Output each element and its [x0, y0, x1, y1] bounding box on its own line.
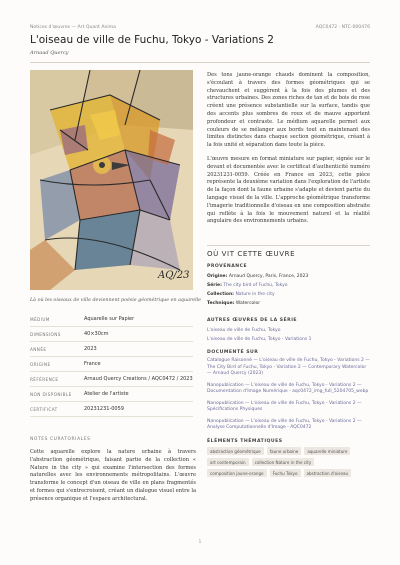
- spec-label: RÉFÉRENCE: [30, 376, 59, 382]
- top-bar: [30, 25, 370, 33]
- spec-value: 2023: [84, 345, 97, 352]
- spec-row: [30, 342, 193, 357]
- spec-label: ORIGINE: [30, 361, 51, 367]
- page-title: L'oiseau de ville de Fuchu, Tokyo - Variations 2: [30, 34, 274, 46]
- artwork-caption: Là où les oiseaux de ville deviennent poésie géométrique en aquarelle: [30, 298, 201, 303]
- provenance-serie: [207, 281, 370, 290]
- tag-list: [207, 447, 370, 477]
- spec-row: [30, 372, 193, 387]
- themes-section: [207, 439, 370, 477]
- theme-tag[interactable]: composition jaune-orange: [207, 469, 267, 477]
- collection-link[interactable]: Nature in the city: [235, 292, 275, 297]
- provenance-collection: [207, 290, 370, 299]
- spec-row: [30, 387, 193, 402]
- theme-tag[interactable]: faune urbaine: [267, 447, 302, 455]
- theme-tag[interactable]: art contemporain: [207, 458, 249, 466]
- page-number: 1: [198, 540, 202, 545]
- reference-label: AQC0472 · NTC-000476: [315, 25, 370, 30]
- serie-label: Série:: [207, 283, 222, 288]
- spec-label: CERTIFICAT: [30, 406, 58, 412]
- spec-value: France: [84, 360, 101, 367]
- technique-label: Technique:: [207, 301, 235, 306]
- curatorial-notes-text: Cette aquarelle explore la nature urbaine à travers l'abstraction géométrique, faisant partie de la collection « Nature in the city » qui examine l'intersection des formes naturelles avec les environnements métropolitains. L'œuvre transforme le concept d'un oiseau de ville en plans fragmentés et formes qui s'entrecroisent, créant un dialogue visuel entre la présence organique et l'espace architectural.: [30, 449, 196, 502]
- spec-value: Arnaud Quercy Creations / AQC0472 / 2023: [84, 375, 193, 382]
- spec-label: DIMENSIONS: [30, 331, 61, 337]
- spec-value: Atelier de l'artiste: [84, 390, 129, 397]
- description-paragraph-1: Des tons jaune-orange chauds dominent la composition, s'écoulant à travers des formes géométriques qui se chevauchent et suggèrent à la fois des plumes et des structures urbaines. Des zones riches de tan et de bois de rose créent une présence substantielle sur la surface, tandis que des accents plus sombres de roux et de mauve apportent profondeur et contraste. Le médium aquarelle permet aux couleurs de se mélanger aux bords tout en maintenant des limites distinctes dans chaque section géométrique, créant à la fois unité et séparation dans toute la pièce.: [207, 72, 370, 149]
- themes-heading: ÉLÉMENTS THÉMATIQUES: [207, 439, 283, 444]
- other-work-link[interactable]: L'oiseau de ville de Fuchu, Tokyo: [207, 328, 281, 333]
- theme-tag[interactable]: abstraction géométrique: [207, 447, 264, 455]
- spec-label: ANNÉE: [30, 346, 47, 352]
- spec-label: NON DISPONIBLE: [30, 391, 72, 397]
- technique-value: Watercolor: [235, 301, 261, 306]
- documentation-link[interactable]: Catalogue Raisonné — L'oiseau de ville de Fuchu, Tokyo - Variations 2 — The City Bird of Fuchu, Tokyo - Variation 2 — Contemporary Watercolor — Arnaud Quercy (2023): [207, 358, 370, 376]
- collection-label: Collection:: [207, 292, 234, 297]
- other-works-heading: AUTRES ŒUVRES DE LA SÉRIE: [207, 318, 298, 323]
- theme-tag[interactable]: aquarelle miniature: [304, 447, 350, 455]
- spec-value: Aquarelle sur Papier: [84, 315, 135, 322]
- documentation-link[interactable]: Nanopublication — L'oiseau de ville de Fuchu, Tokyo - Variations 2 — Spécifications Physiques: [207, 400, 362, 412]
- artist-name: Arnaud Quercy: [30, 50, 69, 56]
- spec-row: [30, 327, 193, 342]
- spec-label: MÉDIUM: [30, 316, 50, 322]
- description-paragraph-2: L'œuvre mesure en format miniature sur papier, signée sur le devant et documentée avec le certificat d'authenticité numéro 20231231-0059. Créée en France en 2023, cette pièce représente la deuxième variation dans l'exploration de l'artiste de la façon dont la faune urbaine s'adapte et devient partie du langage visuel de la ville. L'approche géométrique transforme l'imagerie traditionnelle d'oiseau en une composition abstraite qui reflète à la fois le mouvement naturel et la réalité angulaire des environnements urbains.: [207, 156, 370, 225]
- spec-row: [30, 357, 193, 372]
- spec-value: 20231231-0059: [84, 405, 124, 412]
- provenance-heading: PROVENANCE: [207, 264, 248, 269]
- specs-table: [30, 312, 193, 417]
- provenance-section: [207, 264, 370, 308]
- artwork-image: [30, 70, 193, 290]
- where-heading: OÙ VIT CETTE ŒUVRE: [207, 250, 296, 258]
- origine-label: Origine:: [207, 274, 228, 279]
- other-works-section: [207, 318, 370, 344]
- artwork-signature: AQ/23: [158, 270, 190, 281]
- origine-value: Arnaud Quercy, Paris, France, 2023: [228, 274, 309, 279]
- serie-link[interactable]: The city bird of Fuchu, Tokyo: [223, 283, 288, 288]
- theme-tag[interactable]: Fuchu Tokyo: [270, 469, 301, 477]
- other-work-link[interactable]: L'oiseau de ville de Fuchu, Tokyo - Variations 1: [207, 337, 312, 342]
- series-label: Notices d'œuvres — Art Quant Anima: [30, 25, 116, 30]
- spec-value: 40×30cm: [84, 330, 109, 337]
- section-divider: [207, 245, 370, 246]
- curatorial-notes-heading: NOTES CURATORIALES: [30, 437, 91, 442]
- provenance-origine: [207, 272, 370, 281]
- documentation-link[interactable]: Nanopublication — L'oiseau de ville de Fuchu, Tokyo - Variations 2 — Documentation d'Image Numérique - aqc0472_img_full_5204705_webp: [207, 382, 369, 394]
- documentation-link[interactable]: Nanopublication — L'oiseau de ville de Fuchu, Tokyo - Variations 2 — Analyse Computationnelle d'Image - AQC0472: [207, 418, 362, 430]
- header-divider: [30, 62, 370, 63]
- abstract-bird-watercolor: [30, 70, 193, 290]
- spec-row: [30, 312, 193, 327]
- theme-tag[interactable]: abstraction d'oiseau: [304, 469, 352, 477]
- provenance-technique: [207, 299, 370, 308]
- documented-heading: DOCUMENTÉ SUR: [207, 350, 259, 355]
- documented-section: [207, 350, 370, 437]
- spec-row: [30, 402, 193, 417]
- theme-tag[interactable]: collection Nature in the city: [252, 458, 315, 466]
